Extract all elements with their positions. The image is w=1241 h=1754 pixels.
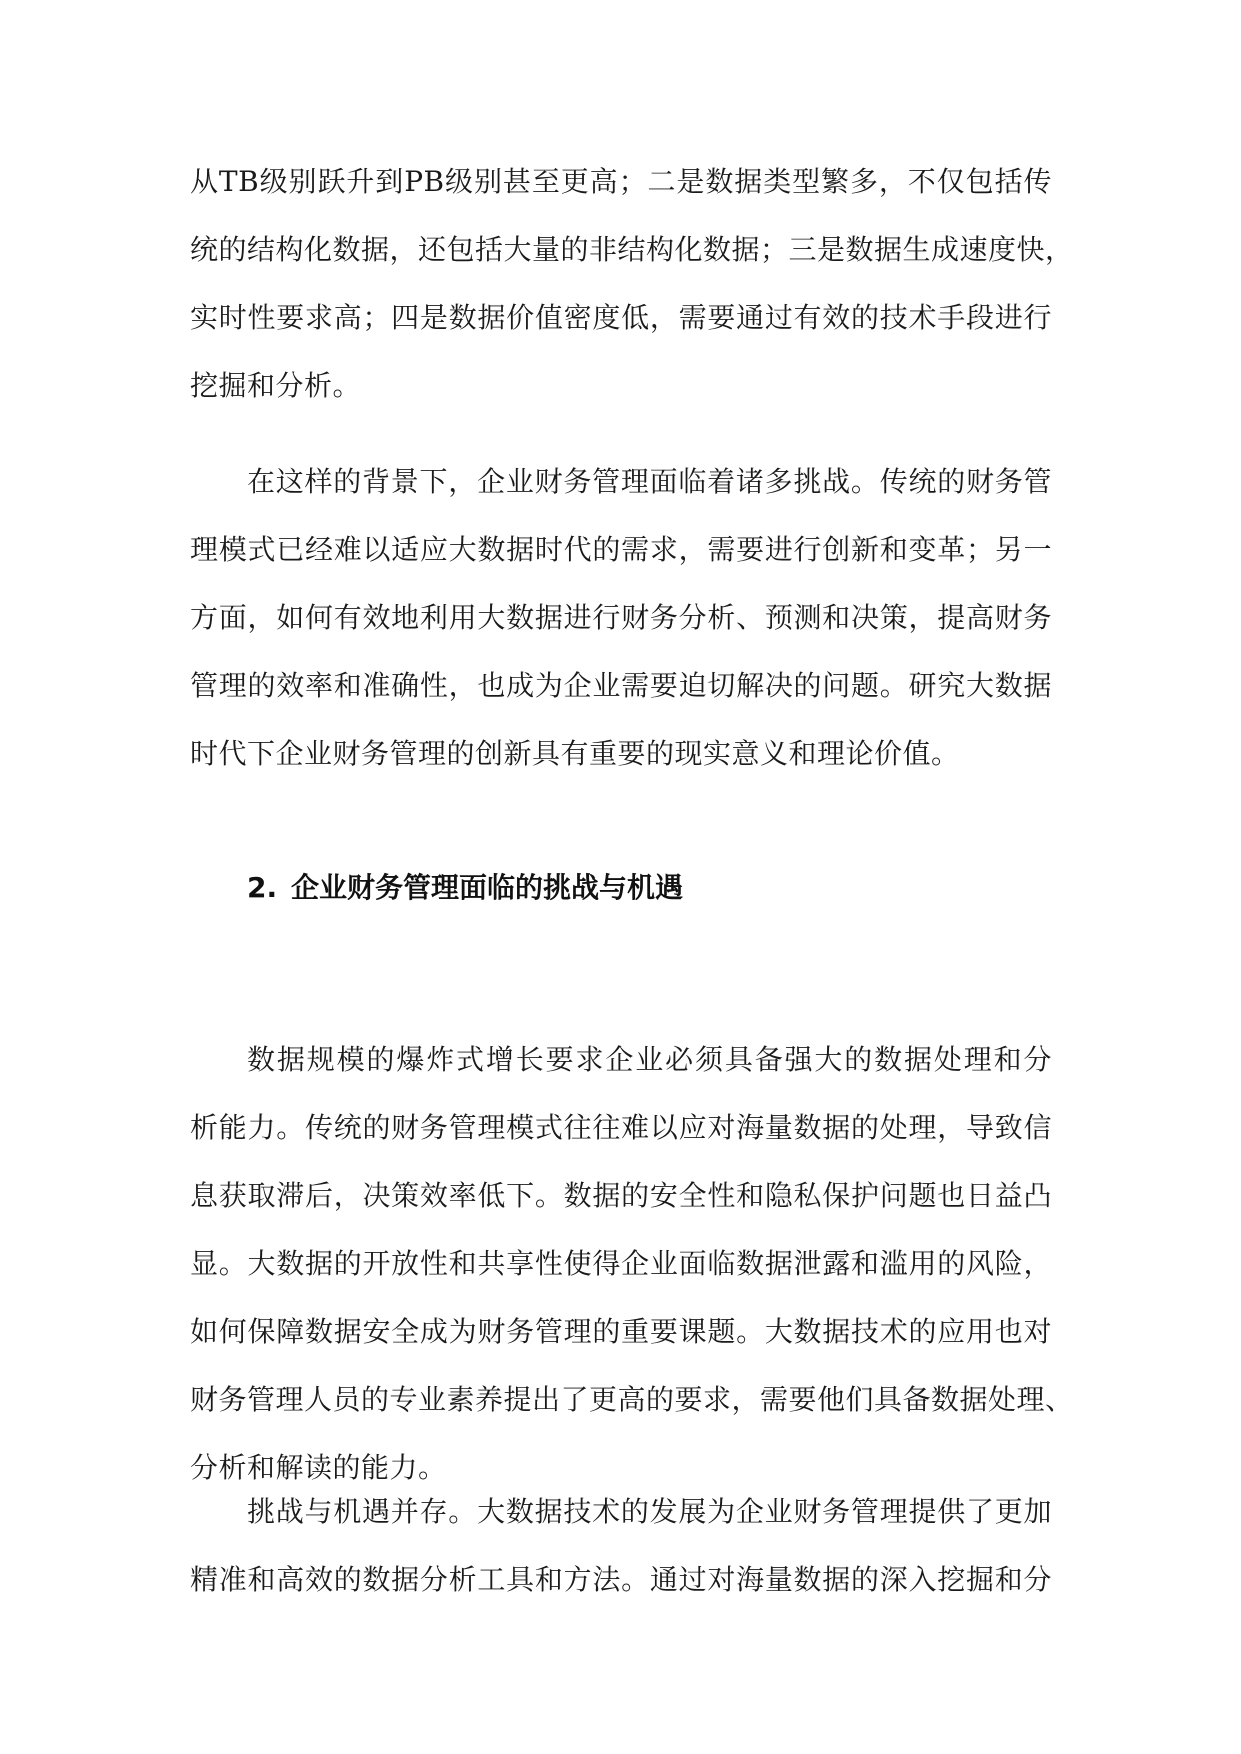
paragraph-challenges — [190, 1026, 1074, 1502]
text-line: 管理的效率和准确性，也成为企业需要迫切解决的问题。研究大数据 — [190, 669, 1052, 702]
text-line: 统的结构化数据，还包括大量的非结构化数据；三是数据生成速度快， — [190, 233, 1074, 266]
text-line: 挖掘和分析。 — [190, 369, 362, 402]
text-line: 财务管理人员的专业素养提出了更高的要求，需要他们具备数据处理、 — [190, 1383, 1074, 1416]
text-line: 时代下企业财务管理的创新具有重要的现实意义和理论价值。 — [190, 737, 960, 770]
text-line: 在这样的背景下，企业财务管理面临着诸多挑战。传统的财务管 — [247, 465, 1052, 498]
text-line: 方面，如何有效地利用大数据进行财务分析、预测和决策，提高财务 — [190, 601, 1052, 634]
text-line: 息获取滞后，决策效率低下。数据的安全性和隐私保护问题也日益凸 — [190, 1179, 1052, 1212]
text-line: 如何保障数据安全成为财务管理的重要课题。大数据技术的应用也对 — [190, 1315, 1052, 1348]
text-line: 精准和高效的数据分析工具和方法。通过对海量数据的深入挖掘和分 — [190, 1563, 1052, 1596]
section-title: 企业财务管理面临的挑战与机遇 — [291, 871, 684, 904]
paragraph-opportunities — [190, 1478, 1052, 1614]
text-line: 显。大数据的开放性和共享性使得企业面临数据泄露和滥用的风险， — [190, 1247, 1052, 1280]
text-line: 挑战与机遇并存。大数据技术的发展为企业财务管理提供了更加 — [247, 1495, 1052, 1528]
paragraph-background — [190, 448, 1052, 788]
text-line: 实时性要求高；四是数据价值密度低，需要通过有效的技术手段进行 — [190, 301, 1052, 334]
text-line: 分析和解读的能力。 — [190, 1451, 447, 1484]
text-line: 理模式已经难以适应大数据时代的需求，需要进行创新和变革；另一 — [190, 533, 1052, 566]
paragraph-continuation — [190, 148, 1074, 420]
text-line: 析能力。传统的财务管理模式往往难以应对海量数据的处理，导致信 — [190, 1111, 1052, 1144]
section-heading — [247, 860, 683, 916]
text-line: 从TB级别跃升到PB级别甚至更高；二是数据类型繁多，不仅包括传 — [190, 165, 1052, 198]
section-number: 2. — [247, 871, 278, 904]
text-line: 数据规模的爆炸式增长要求企业必须具备强大的数据处理和分 — [247, 1043, 1052, 1076]
